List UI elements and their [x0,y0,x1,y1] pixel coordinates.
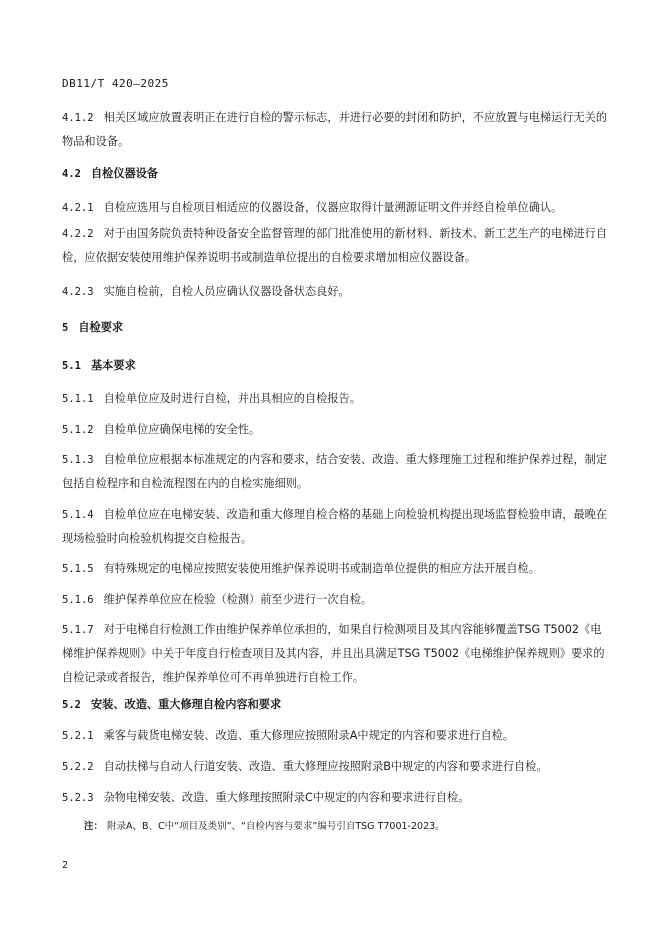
heading-5-2 [62,693,610,717]
page-number: 2 [62,860,69,871]
clause-text: 实施自检前，自检人员应确认仪器设备状态良好。 [103,285,350,298]
heading-number: 5.2 [62,699,81,711]
clause-number: 5.1.5 [62,563,94,575]
clause-number: 5.1.3 [62,454,94,466]
clause-text: 乘客与载货电梯安装、改造、重大修理应按照附录A中规定的内容和要求进行自检。 [103,729,515,742]
clause-number: 5.2.1 [62,730,94,742]
heading-text: 基本要求 [90,359,136,372]
clause-number: 5.2.3 [62,792,94,804]
clause-number: 5.1.1 [62,393,94,405]
clause-text: 对于电梯自行检测工作由维护保养单位承担的，如果自行检测项目及其内容能够覆盖TSG T5002《电梯维护保养规则》中关于年度自行检查项目及其内容，并且出具满足TSG T5002《电梯维护保养规则》要求的自检记录或者报告，维护保养单位可不再单独进行自检工作。 [62,623,605,684]
clause-5-2-3 [62,786,610,810]
clause-5-1-5 [62,557,610,581]
clause-4-1-2 [62,106,610,154]
clause-5-2-2 [62,755,610,779]
note [84,818,445,832]
standard-code: DB11/T 420—2025 [62,77,169,90]
clause-number: 5.1.4 [62,509,94,521]
heading-text: 安装、改造、重大修理自检内容和要求 [90,698,282,711]
heading-4-2 [62,162,610,186]
heading-text: 自检仪器设备 [90,167,159,180]
clause-number: 4.2.1 [62,202,94,214]
clause-text: 相关区域应放置表明正在进行自检的警示标志，并进行必要的封闭和防护，不应放置与电梯运行无关的物品和设备。 [62,111,608,148]
heading-number: 5.1 [62,360,81,372]
clause-4-2-2 [62,222,610,270]
clause-text: 自检应选用与自检项目相适应的仪器设备，仪器应取得计量溯源证明文件并经自检单位确认。 [103,201,563,214]
clause-number: 5.1.6 [62,594,94,606]
clause-text: 自检单位应在电梯安装、改造和重大修理自检合格的基础上向检验机构提出现场监督检验申请，最晚在现场检验时向检验机构提交自检报告。 [62,508,608,545]
clause-5-1-2 [62,418,610,442]
clause-number: 5.2.2 [62,761,94,773]
clause-text: 自动扶梯与自动人行道安装、改造、重大修理应按照附录B中规定的内容和要求进行自检。 [103,760,548,773]
clause-5-1-4 [62,503,610,551]
clause-text: 自检单位应及时进行自检，并出具相应的自检报告。 [103,392,361,405]
heading-number: 4.2 [62,168,81,180]
clause-text: 杂物电梯安装、改造、重大修理按照附录C中规定的内容和要求进行自检。 [103,791,470,804]
heading-5-1 [62,354,610,378]
clause-text: 自检单位应根据本标准规定的内容和要求，结合安装、改造、重大修理施工过程和维护保养过程，制定包括自检程序和自检流程图在内的自检实施细则。 [62,453,608,490]
clause-4-2-1 [62,196,610,220]
note-text: 附录A、B、C中“项目及类别”、“自检内容与要求”编号引自TSG T7001-2023。 [107,821,445,832]
clause-number: 4.2.3 [62,286,94,298]
clause-number: 5.1.2 [62,424,94,436]
heading-text: 自检要求 [78,321,124,334]
clause-5-2-1 [62,724,610,748]
heading-5 [62,316,610,340]
clause-5-1-6 [62,588,610,612]
clause-text: 对于由国务院负责特种设备安全监督管理的部门批准使用的新材料、新技术、新工艺生产的电梯进行自检，应依据安装使用维护保养说明书或制造单位提出的自检要求增加相应仪器设备。 [62,227,608,264]
clause-text: 维护保养单位应在检验（检测）前至少进行一次自检。 [103,593,373,606]
clause-4-2-3 [62,280,610,304]
clause-5-1-3 [62,448,610,496]
clause-text: 自检单位应确保电梯的安全性。 [103,423,261,436]
note-label: 注： [84,821,104,832]
clause-number: 5.1.7 [62,624,94,636]
clause-5-1-1 [62,387,610,411]
clause-number: 4.2.2 [62,228,94,240]
clause-number: 4.1.2 [62,112,94,124]
clause-5-1-7 [62,618,610,690]
heading-number: 5 [62,322,69,334]
clause-text: 有特殊规定的电梯应按照安装使用维护保养说明书或制造单位提供的相应方法开展自检。 [103,562,540,575]
